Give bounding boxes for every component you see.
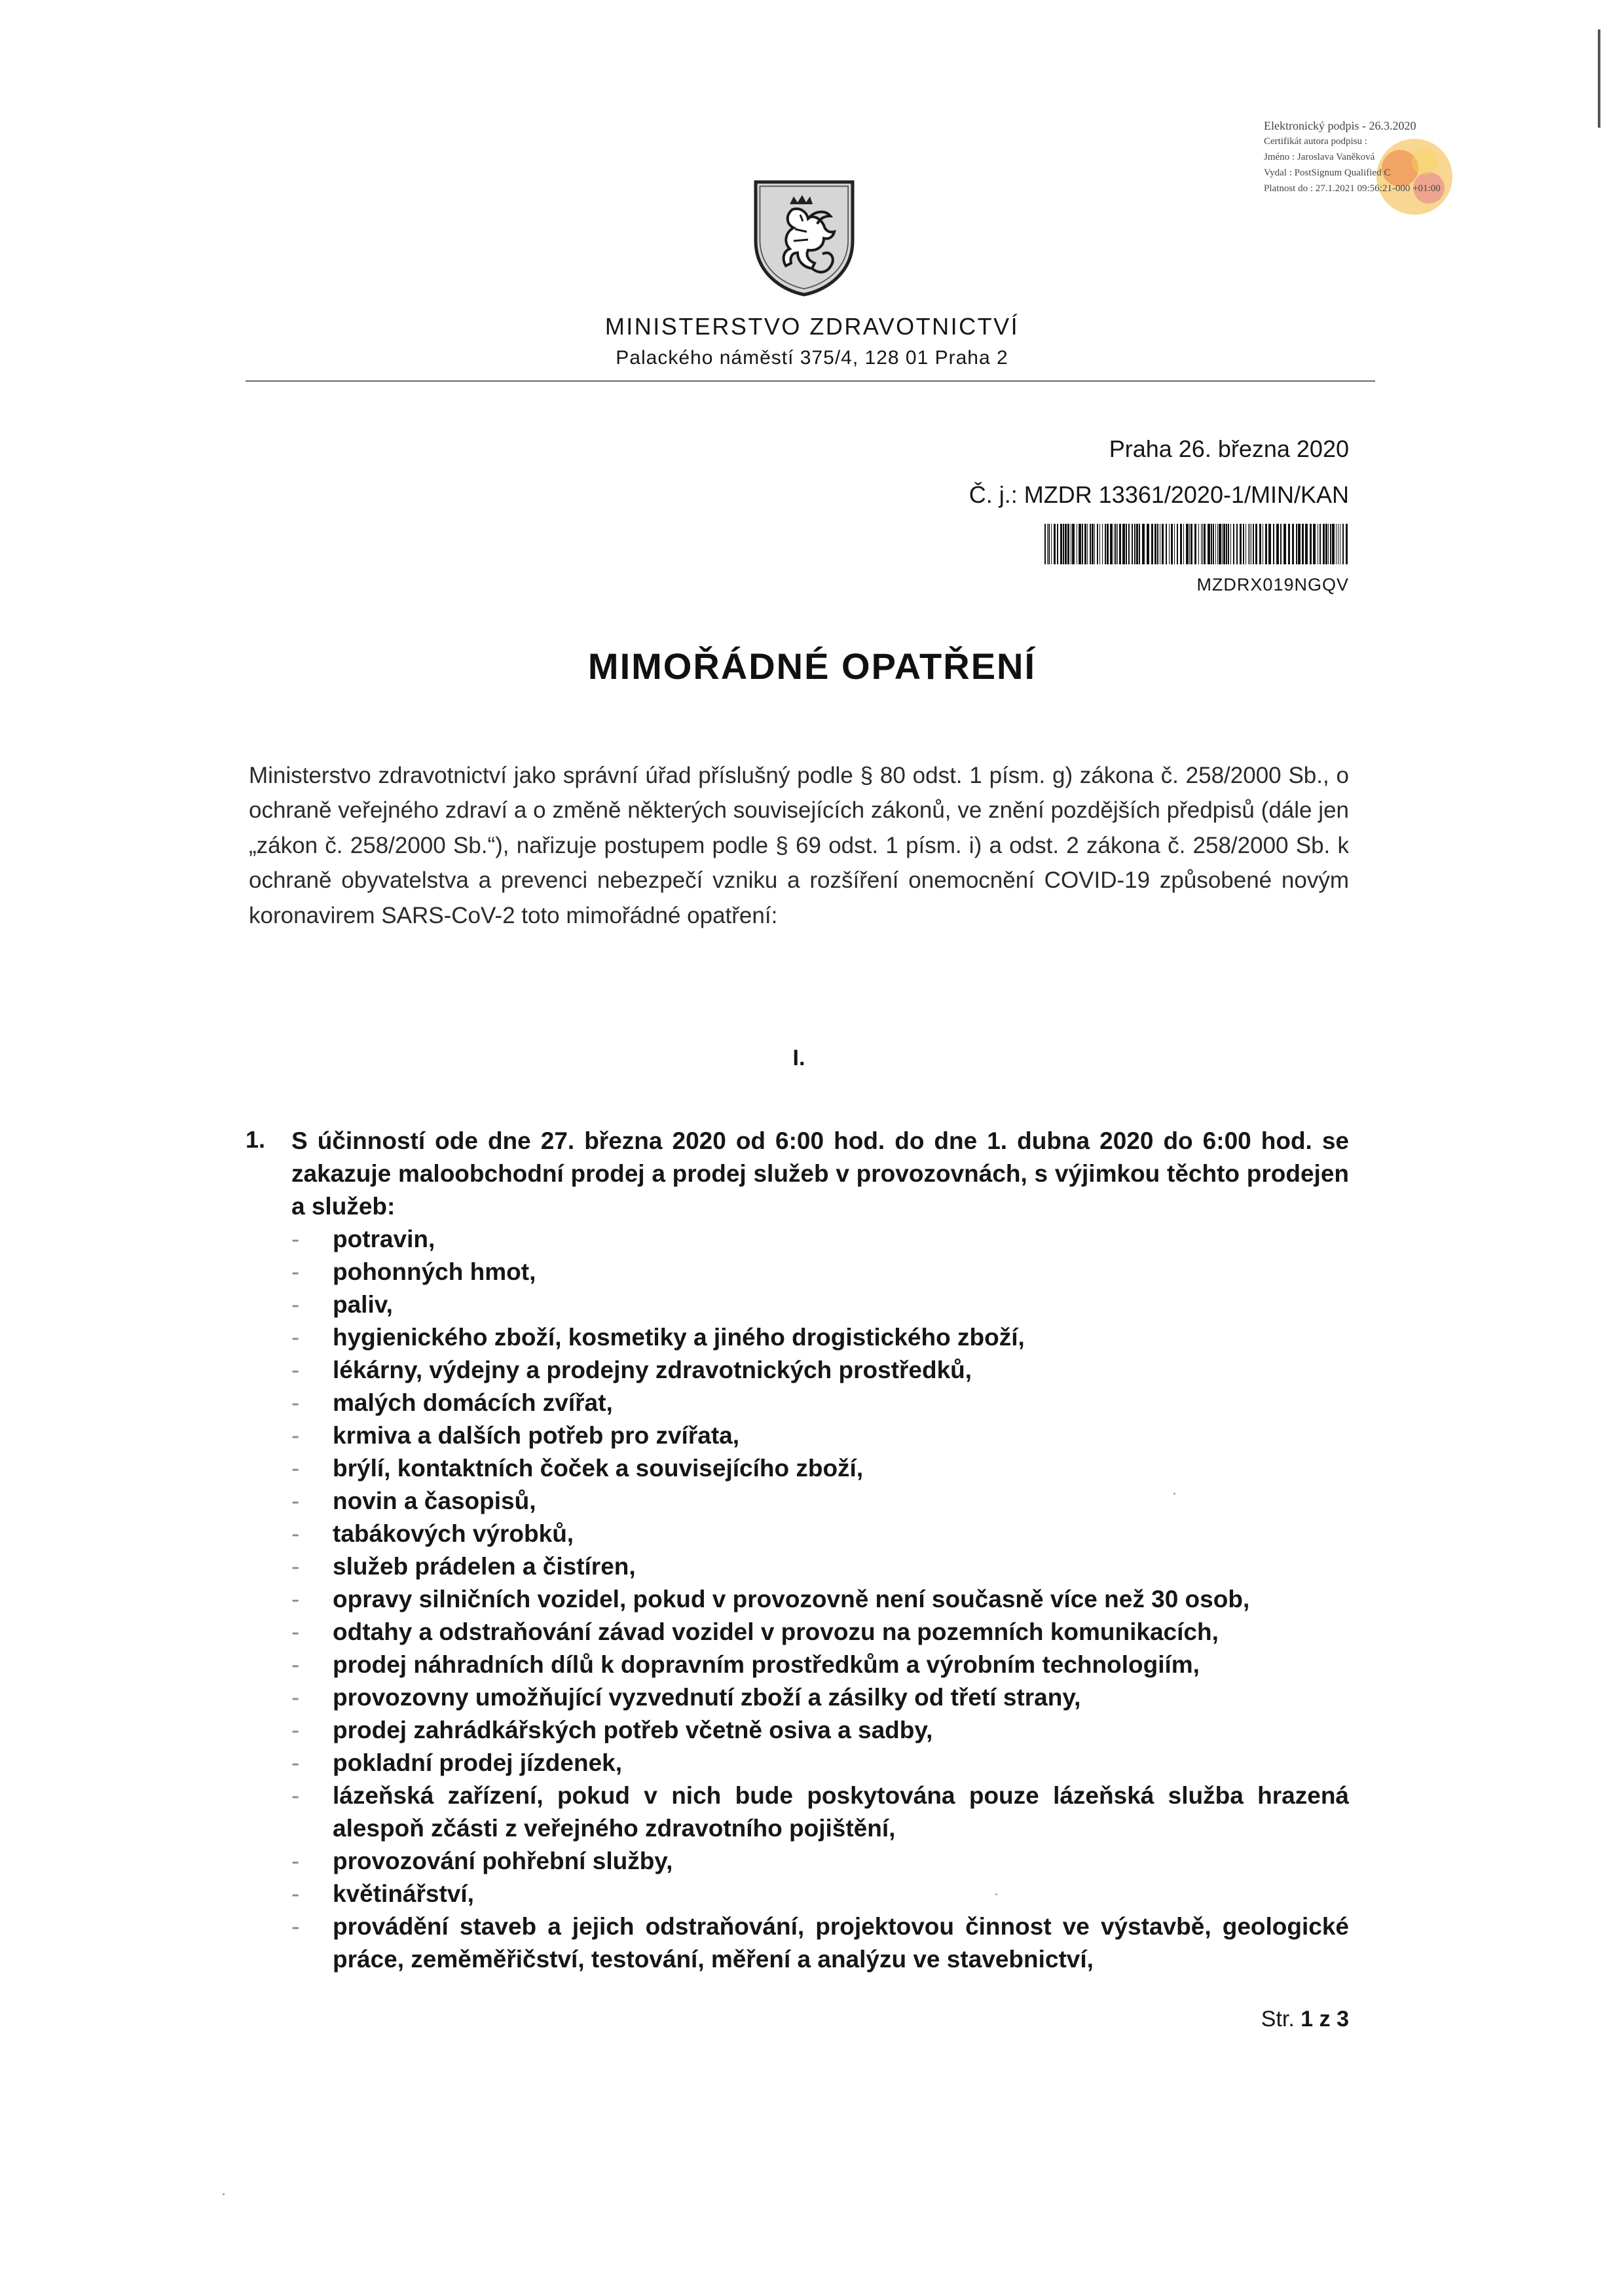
list-item-text: novin a časopisů,: [333, 1487, 536, 1514]
barcode-icon: [1044, 524, 1349, 564]
list-item-text: provozovny umožňující vyzvednutí zboží a zásilky od třetí strany,: [333, 1684, 1081, 1711]
reference-number: Č. j.: MZDR 13361/2020-1/MIN/KAN: [969, 481, 1349, 508]
header-divider: [246, 380, 1375, 382]
list-item: [291, 1518, 1349, 1550]
list-item-text: služeb prádelen a čistíren,: [333, 1553, 636, 1580]
dash-bullet: -: [291, 1324, 300, 1351]
dash-bullet: -: [291, 1749, 300, 1776]
list-item: [291, 1583, 1349, 1616]
section-number: I.: [792, 1046, 805, 1070]
ministry-name: MINISTERSTVO ZDRAVOTNICTVÍ: [604, 313, 1020, 340]
coat-of-arms-icon: [752, 178, 857, 297]
dash-bullet: -: [291, 1422, 300, 1449]
stamp-line: Certifikát autora podpisu :: [1264, 136, 1367, 147]
dash-bullet: -: [291, 1553, 300, 1580]
list-item: [291, 1452, 1349, 1485]
page-number: [1261, 2007, 1349, 2032]
list-item-text: prodej zahrádkářských potřeb včetně osiva a sadby,: [333, 1717, 933, 1743]
stamp-text: [1264, 118, 1441, 196]
list-item-text: tabákových výrobků,: [333, 1520, 574, 1547]
list-item-text: brýlí, kontaktních čoček a souvisejícího zboží,: [333, 1455, 864, 1482]
page-count: 1 z 3: [1301, 2007, 1349, 2032]
dash-bullet: -: [291, 1913, 300, 1940]
list-item-text: provozování pohřební služby,: [333, 1848, 673, 1874]
list-item-text: paliv,: [333, 1291, 393, 1318]
list-item-text: malých domácích zvířat,: [333, 1389, 613, 1416]
list-item-text: lékárny, výdejny a prodejny zdravotnických prostředků,: [333, 1357, 972, 1383]
list-item: [291, 1256, 1349, 1288]
list-item: [291, 1845, 1349, 1878]
dash-bullet: -: [291, 1258, 300, 1285]
scan-edge: [1598, 29, 1600, 128]
intro-paragraph: Ministerstvo zdravotnictví jako správní úřad příslušný podle § 80 odst. 1 písm. g) zákona č. 258/2000 Sb., o ochraně veřejného zdraví a o změně některých souvisejících zákonů, ve znění pozdějších předpisů (dále jen „zákon č. 258/2000 Sb.“), nařizuje postupem podle § 69 odst. 1 písm. i) a odst. 2 zákona č. 258/2000 Sb. k ochraně obyvatelstva a prevenci nebezpečí vzniku a rozšíření onemocnění COVID-19 způsobené novým koronavirem SARS-CoV-2 toto mimořádné opatření:: [249, 763, 1349, 928]
dash-bullet: -: [291, 1618, 300, 1645]
page-prefix: Str.: [1261, 2007, 1295, 2032]
dash-bullet: -: [291, 1357, 300, 1383]
list-item-text: krmiva a dalších potřeb pro zvířata,: [333, 1422, 739, 1449]
dash-bullet: -: [291, 1586, 300, 1613]
item-intro: S účinností ode dne 27. března 2020 od 6:00 hod. do dne 1. dubna 2020 do 6:00 hod. se zakazuje maloobchodní prodej a prodej služeb v provozovnách, s výjimkou těchto prodejen a služeb:: [291, 1127, 1349, 1220]
document-title: MIMOŘÁDNÉ OPATŘENÍ: [587, 646, 1037, 687]
list-item-text: provádění staveb a jejich odstraňování, projektovou činnost ve výstavbě, geologické práce, zeměměřičství, testování, měření a analýzu ve stavebnictví,: [333, 1913, 1349, 1973]
document-date: Praha 26. března 2020: [1109, 435, 1349, 462]
dash-bullet: -: [291, 1684, 300, 1711]
scan-speck: [223, 2193, 225, 2195]
barcode-text: MZDRX019NGQV: [1196, 575, 1349, 594]
list-item: [291, 1878, 1349, 1910]
stamp-line: Jméno : Jaroslava Vaněková: [1264, 152, 1375, 162]
dash-bullet: -: [291, 1782, 300, 1809]
ministry-address: Palackého náměstí 375/4, 128 01 Praha 2: [616, 347, 1008, 369]
list-item: [291, 1419, 1349, 1452]
list-item: [291, 1485, 1349, 1518]
list-item: [291, 1779, 1349, 1845]
dash-bullet: -: [291, 1848, 300, 1874]
list-item: [291, 1616, 1349, 1649]
list-item: [291, 1321, 1349, 1354]
list-item-text: květinářství,: [333, 1880, 474, 1907]
exception-list: [291, 1223, 1349, 1976]
stamp-line: Vydal : PostSignum Qualified C: [1264, 168, 1391, 178]
list-item: [291, 1910, 1349, 1976]
stamp-line: Elektronický podpis - 26.3.2020: [1264, 119, 1416, 132]
scan-speck: [995, 1893, 997, 1895]
dash-bullet: -: [291, 1520, 300, 1547]
list-item: [291, 1714, 1349, 1747]
electronic-signature-stamp: [1264, 118, 1539, 229]
list-item: [291, 1387, 1349, 1419]
dash-bullet: -: [291, 1389, 300, 1416]
list-item: [291, 1681, 1349, 1714]
list-item: [291, 1550, 1349, 1583]
dash-bullet: -: [291, 1880, 300, 1907]
list-item-text: odtahy a odstraňování závad vozidel v provozu na pozemních komunikacích,: [333, 1618, 1219, 1645]
stamp-line: Platnost do : 27.1.2021 09:56:21-000 +01:00: [1264, 183, 1441, 194]
list-item-text: hygienického zboží, kosmetiky a jiného drogistického zboží,: [333, 1324, 1025, 1351]
list-item: [291, 1649, 1349, 1681]
dash-bullet: -: [291, 1487, 300, 1514]
scan-speck: [1173, 1493, 1175, 1495]
dash-bullet: -: [291, 1291, 300, 1318]
list-item: [291, 1747, 1349, 1779]
list-item: [291, 1223, 1349, 1256]
dash-bullet: -: [291, 1226, 300, 1252]
item-number: 1.: [246, 1126, 266, 1153]
dash-bullet: -: [291, 1651, 300, 1678]
list-item-text: opravy silničních vozidel, pokud v provozovně není současně více než 30 osob,: [333, 1586, 1250, 1613]
dash-bullet: -: [291, 1455, 300, 1482]
list-item: [291, 1288, 1349, 1321]
list-item-text: pohonných hmot,: [333, 1258, 536, 1285]
list-item: [291, 1354, 1349, 1387]
dash-bullet: -: [291, 1717, 300, 1743]
list-item-text: potravin,: [333, 1226, 435, 1252]
list-item-text: lázeňská zařízení, pokud v nich bude poskytována pouze lázeňská služba hrazená alespoň zčásti z veřejného zdravotního pojištění,: [333, 1782, 1349, 1842]
list-item-text: pokladní prodej jízdenek,: [333, 1749, 623, 1776]
list-item-text: prodej náhradních dílů k dopravním prostředkům a výrobním technologiím,: [333, 1651, 1200, 1678]
